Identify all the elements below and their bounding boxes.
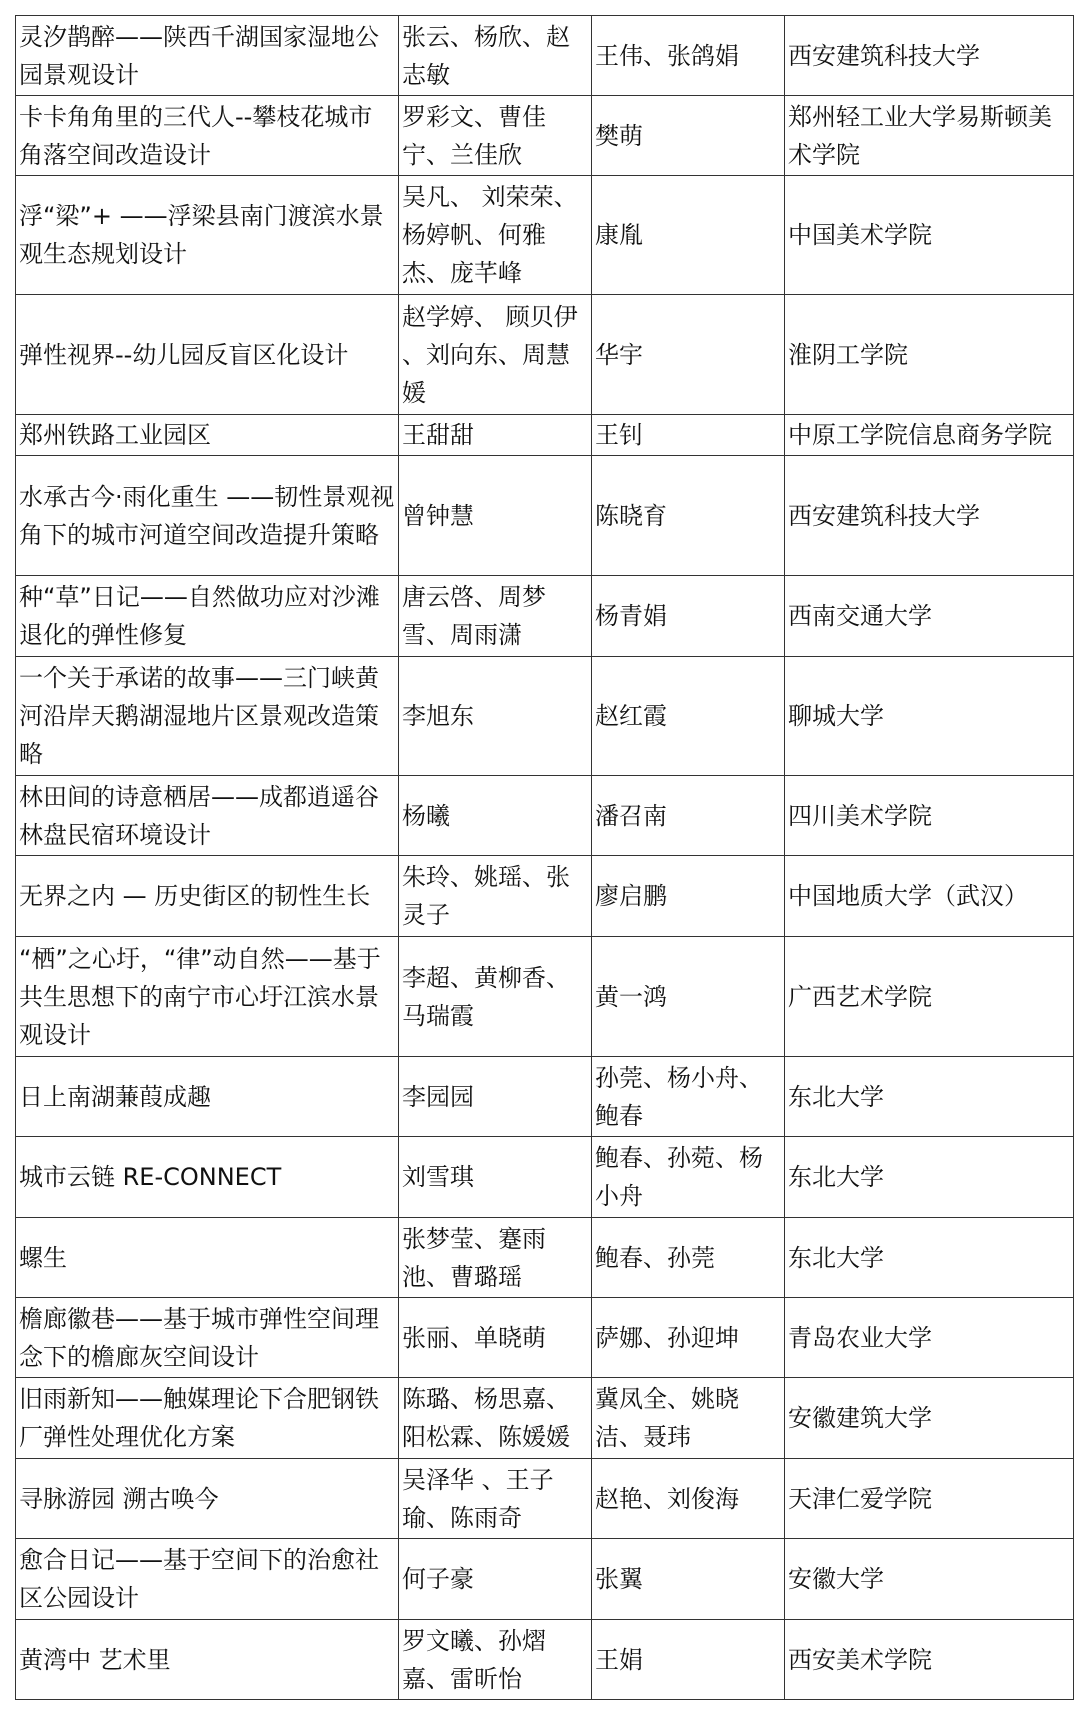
school-cell: [785, 1539, 1074, 1620]
school: 东北大学: [788, 1243, 884, 1272]
project-title: 无界之内 — 历史街区的韧性生长: [19, 882, 371, 910]
authors: 何子豪: [402, 1565, 474, 1593]
advisors: 康胤: [595, 221, 643, 249]
advisors: 王娟: [595, 1645, 643, 1674]
school: 西安美术学院: [788, 1645, 932, 1674]
school-cell: [785, 1137, 1074, 1218]
project-title-cell: [16, 295, 399, 415]
school: 青岛农业大学: [788, 1323, 932, 1352]
school: 东北大学: [788, 1163, 884, 1191]
table-row: [16, 1620, 1074, 1700]
school-cell: [785, 1378, 1074, 1459]
school-cell: [785, 776, 1074, 856]
project-title-cell: [16, 16, 399, 96]
authors: 刘雪琪: [402, 1163, 474, 1191]
advisors-cell: [592, 1057, 785, 1137]
authors-cell: [399, 1298, 592, 1378]
authors-cell: [399, 937, 592, 1057]
school: 中国美术学院: [788, 221, 932, 249]
advisors: 鲍春、孙莞: [595, 1243, 715, 1272]
advisors-cell: [592, 96, 785, 176]
project-title: 檐廊徽巷——基于城市弹性空间理念下的檐廊灰空间设计: [19, 1304, 379, 1371]
advisors-cell: [592, 1137, 785, 1218]
table-row: [16, 1137, 1074, 1218]
school: 西安建筑科技大学: [788, 501, 980, 530]
authors: 罗文曦、孙熠嘉、雷昕怡: [402, 1626, 546, 1693]
authors: 唐云啓、周梦雪、周雨潇: [402, 583, 546, 649]
project-title: 日上南湖蒹葭成趣: [19, 1082, 211, 1111]
table-row: [16, 576, 1074, 657]
advisors-cell: [592, 456, 785, 576]
project-title-cell: [16, 96, 399, 176]
project-title: “栖”之心圩，“律”动自然——基于共生思想下的南宁市心圩江滨水景观设计: [19, 944, 381, 1049]
project-title: 弹性视界--幼儿园反盲区化设计: [19, 340, 349, 369]
authors-cell: [399, 657, 592, 776]
authors-cell: [399, 176, 592, 295]
project-title-cell: [16, 856, 399, 937]
authors-cell: [399, 856, 592, 937]
authors: 杨曦: [402, 801, 450, 830]
advisors: 赵艳、刘俊海: [595, 1484, 739, 1513]
authors-cell: [399, 1137, 592, 1218]
advisors: 萨娜、孙迎坤: [595, 1323, 739, 1352]
advisors: 王钊: [595, 421, 643, 449]
advisors: 华宇: [595, 340, 643, 369]
authors-cell: [399, 1539, 592, 1620]
authors: 李超、黄柳香、马瑞霞: [402, 963, 570, 1030]
school-cell: [785, 1298, 1074, 1378]
project-title-cell: [16, 1298, 399, 1378]
authors-cell: [399, 16, 592, 96]
advisors: 冀凤全、姚晓洁、聂玮: [595, 1385, 739, 1451]
project-title-cell: [16, 1459, 399, 1539]
project-title: 螺生: [19, 1243, 67, 1272]
school-cell: [785, 96, 1074, 176]
school-cell: [785, 415, 1074, 456]
school-cell: [785, 456, 1074, 576]
authors-cell: [399, 776, 592, 856]
school-cell: [785, 176, 1074, 295]
advisors: 陈晓育: [595, 501, 667, 530]
authors-cell: [399, 1620, 592, 1700]
advisors-cell: [592, 16, 785, 96]
authors: 罗彩文、曹佳宁、兰佳欣: [402, 102, 546, 169]
project-title: 林田间的诗意栖居——成都逍遥谷林盘民宿环境设计: [19, 782, 379, 849]
school-cell: [785, 16, 1074, 96]
table-row: [16, 657, 1074, 776]
advisors: 杨青娟: [595, 602, 667, 630]
authors: 曾钟慧: [402, 501, 474, 530]
authors-cell: [399, 295, 592, 415]
project-title-cell: [16, 1057, 399, 1137]
project-title-cell: [16, 937, 399, 1057]
school-cell: [785, 1218, 1074, 1298]
project-title-cell: [16, 456, 399, 576]
school: 郑州轻工业大学易斯顿美术学院: [788, 102, 1052, 169]
table-row: [16, 776, 1074, 856]
authors: 李园园: [402, 1082, 474, 1111]
advisors-cell: [592, 1620, 785, 1700]
table-row: [16, 1298, 1074, 1378]
advisors: 黄一鸿: [595, 982, 667, 1011]
advisors-cell: [592, 1218, 785, 1298]
advisors: 孙莞、杨小舟、鲍春: [595, 1063, 763, 1130]
advisors-cell: [592, 776, 785, 856]
school-cell: [785, 856, 1074, 937]
authors: 朱玲、姚瑶、张灵子: [402, 863, 570, 929]
advisors: 潘召南: [595, 801, 667, 830]
school: 安徽大学: [788, 1565, 884, 1593]
project-title-cell: [16, 576, 399, 657]
table-body: [16, 16, 1074, 1700]
advisors: 张翼: [595, 1565, 643, 1593]
table-row: [16, 456, 1074, 576]
table-row: [16, 96, 1074, 176]
project-title: 一个关于承诺的故事——三门峡黄河沿岸天鹅湖湿地片区景观改造策略: [19, 664, 379, 768]
table-row: [16, 16, 1074, 96]
authors: 赵学婷、 顾贝伊 、刘向东、周慧媛: [402, 302, 578, 407]
school-cell: [785, 576, 1074, 657]
project-title: 寻脉游园 溯古唤今: [19, 1484, 219, 1513]
authors: 吴泽华 、王子瑜、陈雨奇: [402, 1465, 554, 1532]
advisors-cell: [592, 937, 785, 1057]
school: 西南交通大学: [788, 602, 932, 630]
authors: 王甜甜: [402, 421, 474, 449]
project-title-cell: [16, 176, 399, 295]
authors: 张云、杨欣、赵志敏: [402, 22, 570, 89]
school: 四川美术学院: [788, 801, 932, 830]
authors: 张梦莹、蹇雨池、曹璐瑶: [402, 1224, 546, 1291]
project-title-cell: [16, 657, 399, 776]
table-row: [16, 856, 1074, 937]
project-title: 郑州铁路工业园区: [19, 421, 211, 449]
school: 中国地质大学（武汉）: [788, 882, 1028, 910]
authors-cell: [399, 96, 592, 176]
project-title-cell: [16, 415, 399, 456]
authors-cell: [399, 1218, 592, 1298]
advisors-cell: [592, 1298, 785, 1378]
table-row: [16, 1539, 1074, 1620]
school-cell: [785, 295, 1074, 415]
advisors-cell: [592, 576, 785, 657]
authors-cell: [399, 1378, 592, 1459]
project-title-cell: [16, 1218, 399, 1298]
project-title: 灵汐鹊醉——陕西千湖国家湿地公园景观设计: [19, 22, 379, 89]
advisors-cell: [592, 1459, 785, 1539]
table-row: [16, 1057, 1074, 1137]
authors-cell: [399, 415, 592, 456]
table-row: [16, 1459, 1074, 1539]
project-title: 愈合日记——基于空间下的治愈社区公园设计: [19, 1546, 379, 1612]
authors: 张丽、单晓萌: [402, 1323, 546, 1352]
school-cell: [785, 1057, 1074, 1137]
school-cell: [785, 1459, 1074, 1539]
table-row: [16, 295, 1074, 415]
project-title: 黄湾中 艺术里: [19, 1645, 171, 1674]
school: 天津仁爱学院: [788, 1484, 932, 1513]
table-row: [16, 1378, 1074, 1459]
project-title-cell: [16, 1539, 399, 1620]
school: 聊城大学: [788, 702, 884, 730]
project-title: 城市云链 RE-CONNECT: [19, 1163, 282, 1191]
authors: 吴凡、 刘荣荣、杨婷帆、何雅杰、庞芊峰: [402, 183, 578, 287]
advisors-cell: [592, 176, 785, 295]
table-row: [16, 937, 1074, 1057]
project-title: 种“草”日记——自然做功应对沙滩退化的弹性修复: [19, 583, 380, 649]
advisors-cell: [592, 856, 785, 937]
school: 广西艺术学院: [788, 982, 932, 1011]
advisors: 廖启鹏: [595, 882, 667, 910]
advisors-cell: [592, 1539, 785, 1620]
award-list-table: [15, 15, 1074, 1700]
project-title: 卡卡角角里的三代人--攀枝花城市角落空间改造设计: [19, 102, 373, 169]
advisors: 王伟、张鸽娟: [595, 41, 739, 70]
table-row: [16, 176, 1074, 295]
table-row: [16, 1218, 1074, 1298]
project-title-cell: [16, 1378, 399, 1459]
project-title-cell: [16, 776, 399, 856]
authors: 李旭东: [402, 702, 474, 730]
school: 安徽建筑大学: [788, 1404, 932, 1432]
authors: 陈璐、杨思嘉、阳松霖、陈媛媛: [402, 1385, 570, 1451]
advisors-cell: [592, 657, 785, 776]
school: 中原工学院信息商务学院: [788, 421, 1052, 449]
school: 淮阴工学院: [788, 340, 908, 369]
project-title-cell: [16, 1620, 399, 1700]
advisors: 赵红霞: [595, 702, 667, 730]
authors-cell: [399, 456, 592, 576]
project-title: 旧雨新知——触媒理论下合肥钢铁厂弹性处理优化方案: [19, 1385, 379, 1451]
advisors: 鲍春、孙菀、杨小舟: [595, 1144, 763, 1210]
table-row: [16, 415, 1074, 456]
advisors-cell: [592, 1378, 785, 1459]
school-cell: [785, 937, 1074, 1057]
authors-cell: [399, 576, 592, 657]
advisors-cell: [592, 295, 785, 415]
school: 东北大学: [788, 1082, 884, 1111]
authors-cell: [399, 1459, 592, 1539]
school: 西安建筑科技大学: [788, 41, 980, 70]
school-cell: [785, 657, 1074, 776]
advisors-cell: [592, 415, 785, 456]
project-title: 浮“梁”+ ——浮梁县南门渡滨水景观生态规划设计: [19, 202, 384, 268]
advisors: 樊萌: [595, 121, 643, 150]
authors-cell: [399, 1057, 592, 1137]
school-cell: [785, 1620, 1074, 1700]
project-title: 水承古今·雨化重生 ——韧性景观视角下的城市河道空间改造提升策略: [19, 482, 395, 549]
project-title-cell: [16, 1137, 399, 1218]
